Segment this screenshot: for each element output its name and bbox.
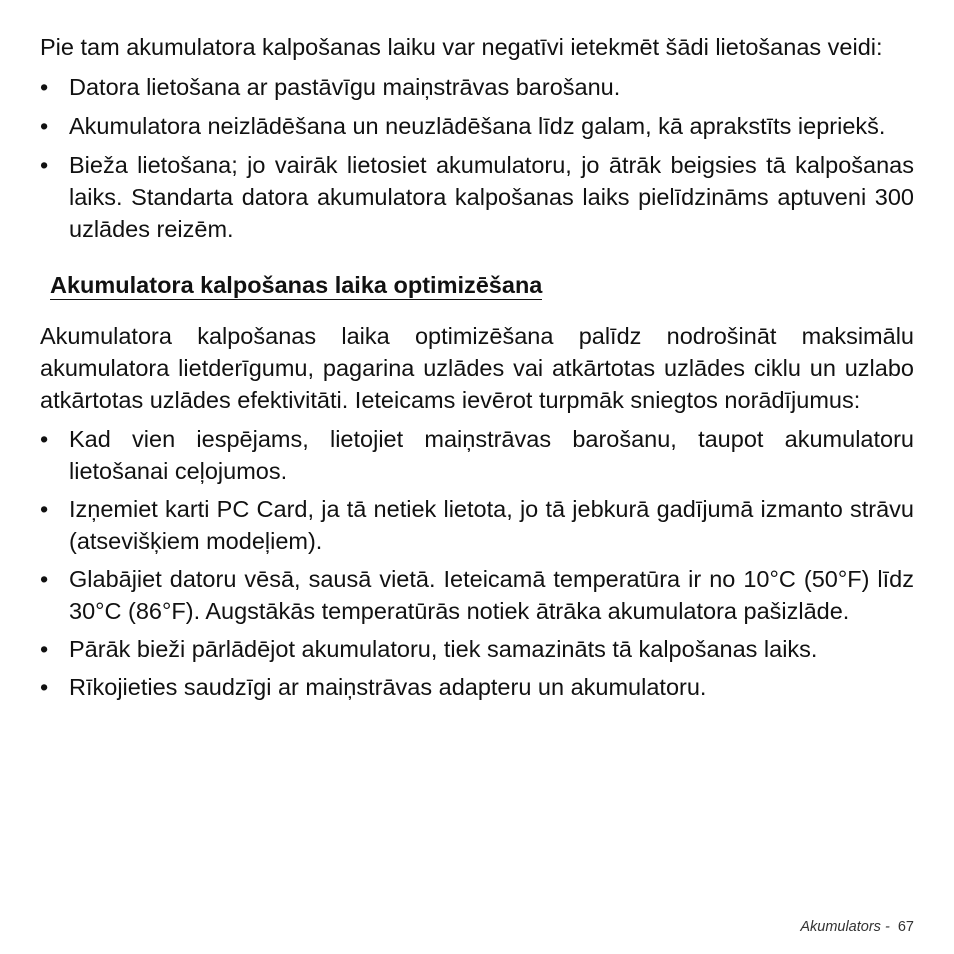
list-item	[40, 149, 914, 245]
page-content	[40, 31, 914, 703]
usage-factors-list	[40, 71, 914, 245]
list-item	[40, 563, 914, 627]
bullet-icon: •	[40, 113, 49, 139]
optimization-paragraph: Akumulatora kalpošanas laika optimizēšana palīdz nodrošināt maksimālu akumulatora lietderīgumu, pagarina uzlādes vai atkārtotas uzlādes ciklu un uzlabo atkārtotas uzlādes efektivitāti. Ieteicams ievērot turpmāk sniegtos norādījumus:	[40, 323, 914, 413]
list-item	[40, 493, 914, 557]
bullet-icon: •	[40, 636, 49, 662]
bullet-icon: •	[40, 496, 49, 522]
bullet-icon: •	[40, 674, 49, 700]
bullet-icon: •	[40, 152, 49, 178]
intro-paragraph: Pie tam akumulatora kalpošanas laiku var negatīvi ietekmēt šādi lietošanas veidi:	[40, 34, 883, 60]
page-number: 67	[897, 919, 914, 935]
bullet-icon: •	[40, 74, 49, 100]
footer-separator: -	[884, 919, 890, 935]
list-item	[40, 71, 914, 103]
list-item-text: Bieža lietošana; jo vairāk lietosiet akumulatoru, jo ātrāk beigsies tā kalpošanas laiks. Standarta datora akumulatora kalpošanas laiks pielīdzināms aptuveni 300 uzlādes reizēm.	[69, 152, 914, 242]
list-item-text: Kad vien iespējams, lietojiet maiņstrāvas barošanu, taupot akumulatoru lietošanai ceļojumos.	[69, 426, 914, 484]
bullet-icon: •	[40, 426, 49, 452]
list-item-text: Datora lietošana ar pastāvīgu maiņstrāvas barošanu.	[69, 74, 621, 100]
footer-section-name: Akumulators	[800, 919, 881, 935]
list-item-text: Akumulatora neizlādēšana un neuzlādēšana līdz galam, kā aprakstīts iepriekš.	[69, 113, 886, 139]
bullet-icon: •	[40, 566, 49, 592]
list-item	[40, 423, 914, 487]
section-heading-wrap	[40, 269, 914, 301]
list-item	[40, 671, 914, 703]
list-item-text: Izņemiet karti PC Card, ja tā netiek lietota, jo tā jebkurā gadījumā izmanto strāvu (atsevišķiem modeļiem).	[69, 496, 914, 554]
list-item	[40, 633, 914, 665]
list-item-text: Rīkojieties saudzīgi ar maiņstrāvas adapteru un akumulatoru.	[69, 674, 707, 700]
list-item-text: Pārāk bieži pārlādējot akumulatoru, tiek samazināts tā kalpošanas laiks.	[69, 636, 818, 662]
list-item	[40, 110, 914, 142]
optimization-tips-list	[40, 423, 914, 703]
section-heading: Akumulatora kalpošanas laika optimizēšana	[50, 272, 543, 298]
page-footer	[800, 917, 914, 937]
list-item-text: Glabājiet datoru vēsā, sausā vietā. Ieteicamā temperatūra ir no 10°C (50°F) līdz 30°C (86°F). Augstākās temperatūrās notiek ātrāka akumulatora pašizlāde.	[69, 566, 914, 624]
